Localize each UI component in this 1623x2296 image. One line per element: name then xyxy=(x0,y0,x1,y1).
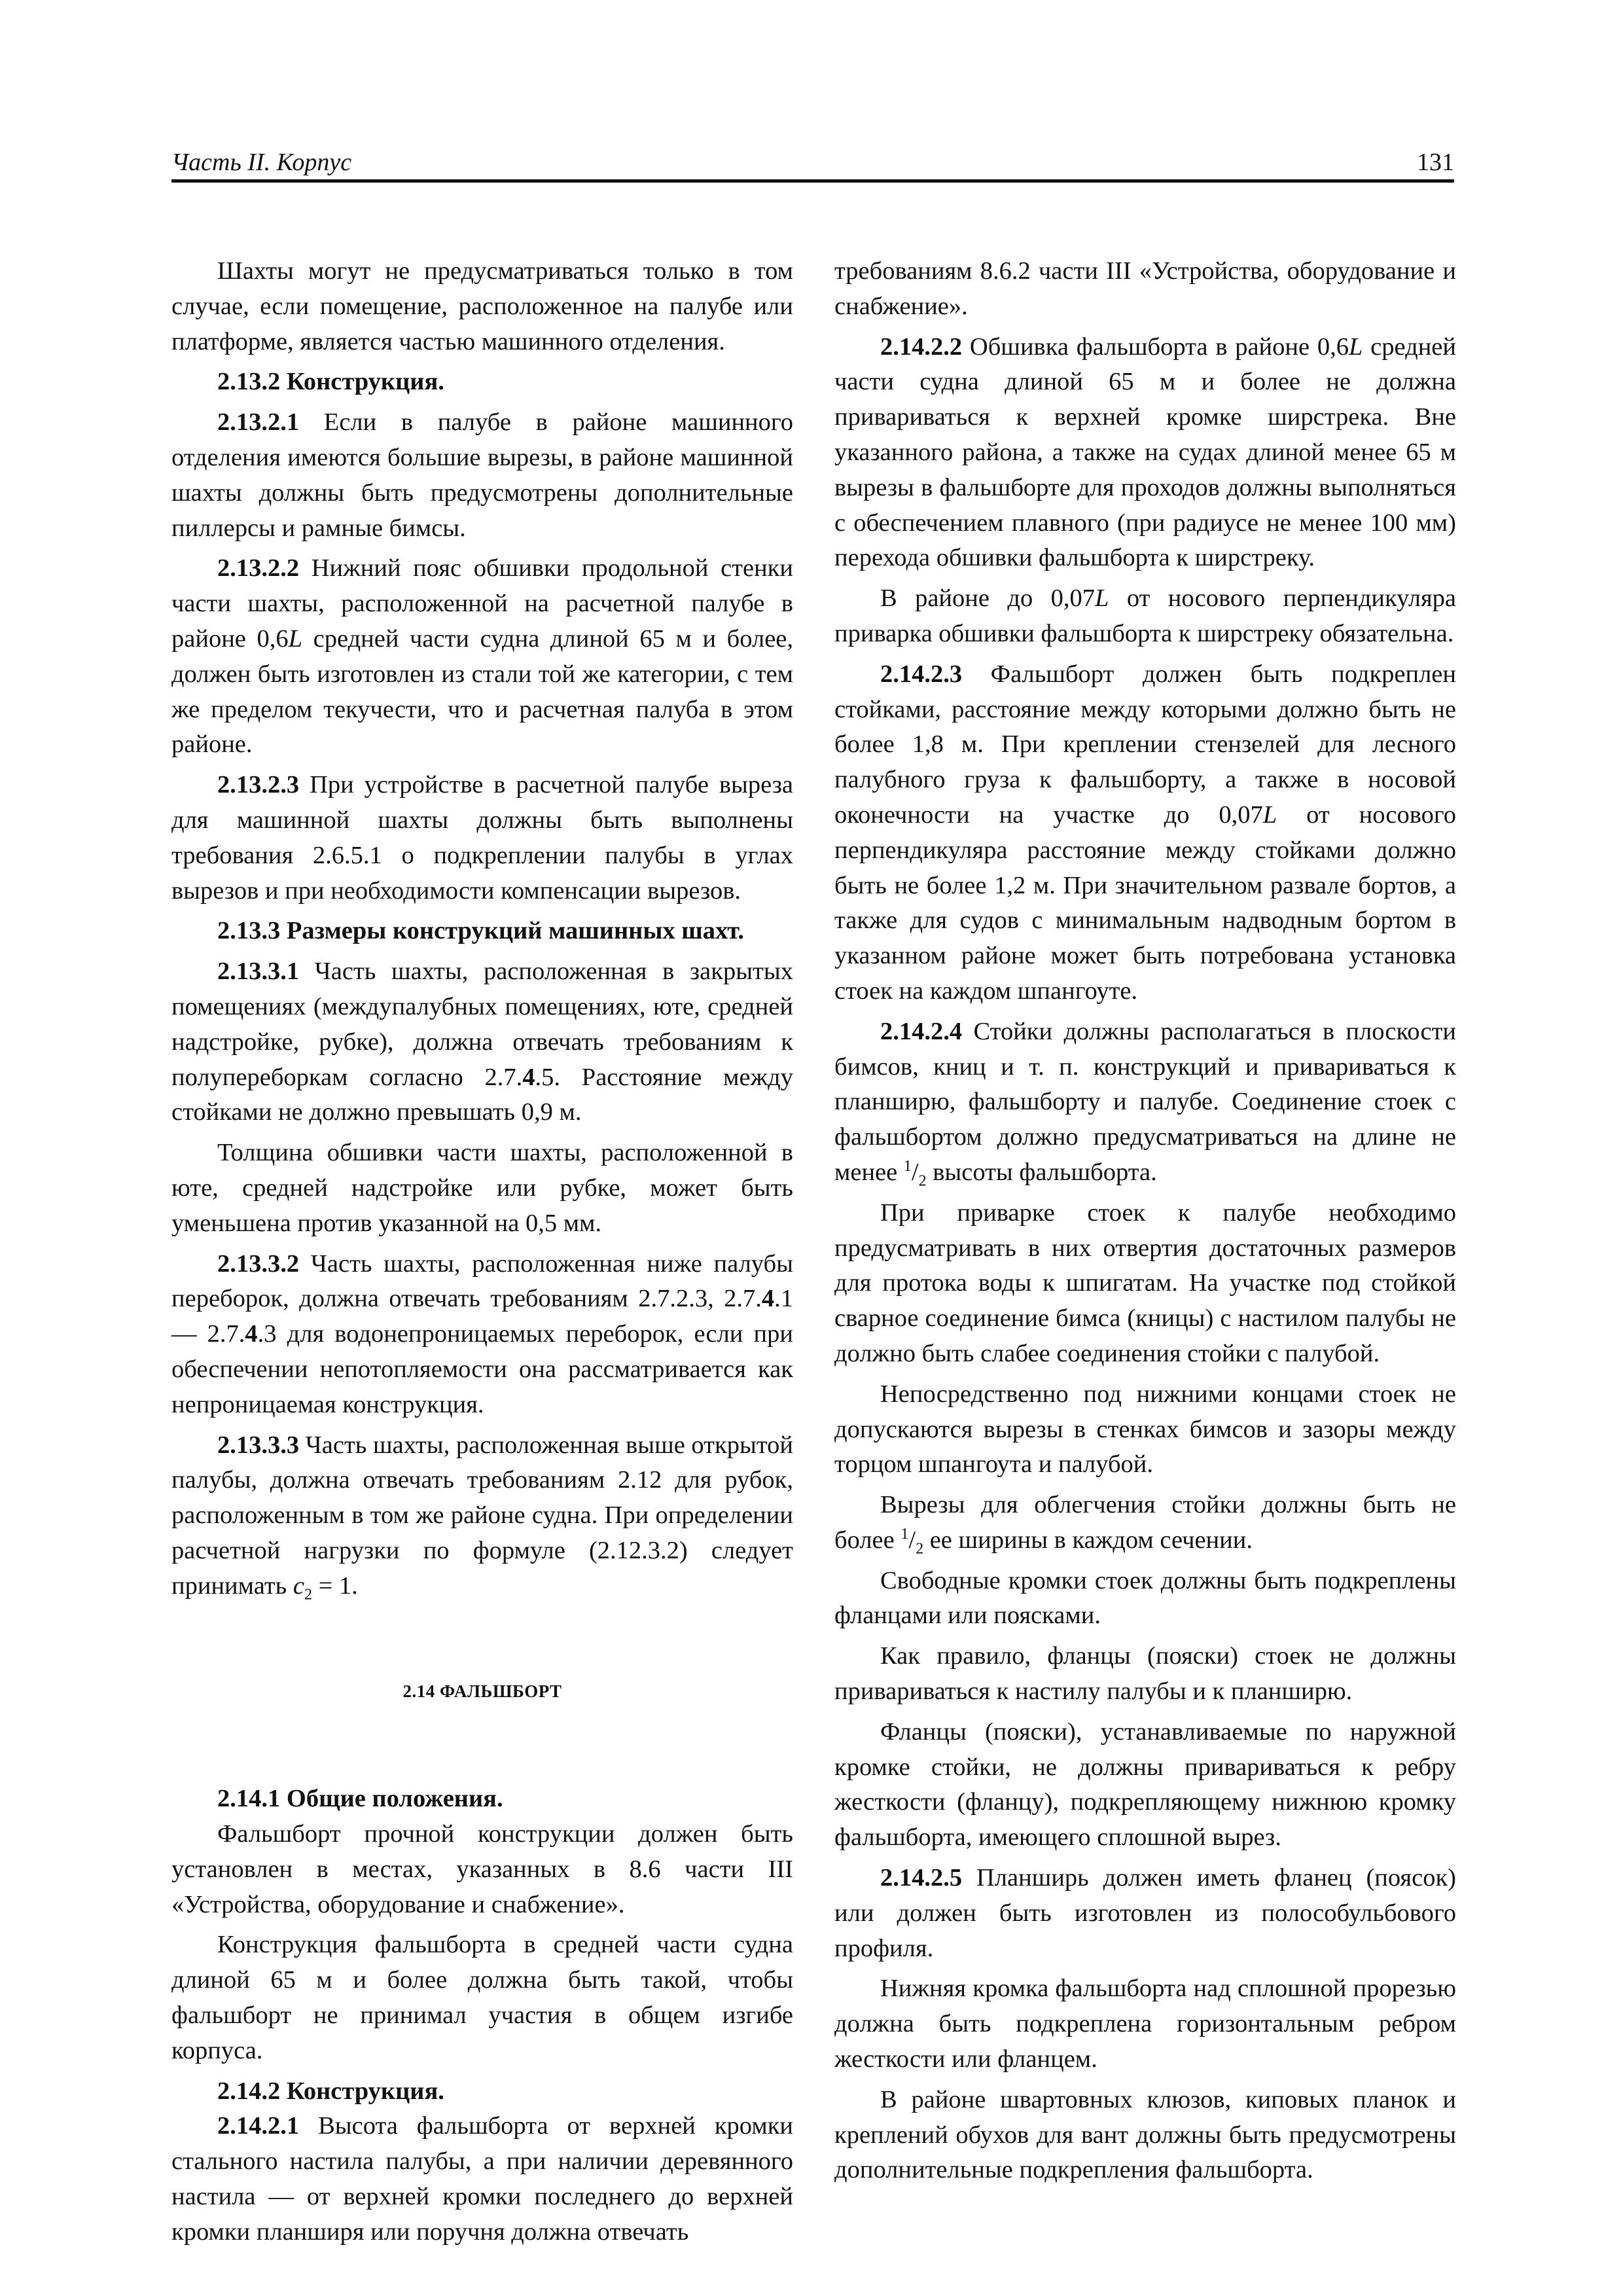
subsection-heading: 2.13.3 Размеры конструкций машинных шахт. xyxy=(217,917,744,945)
clause-2-13-3-3: 2.13.3.3 Часть шахты, расположенная выше открытой палубы, должна отвечать требованиям 2.12 для рубок, расположенным в том же районе судна. При определении расчетной нагрузки по формуле (2.12.3.2) следует принимать $c_2 = 1$. xyxy=(171,1431,793,1604)
page-header xyxy=(171,143,1454,183)
clause-2-14-2-3: 2.14.2.3 Фальшборт должен быть подкреплен стойками, расстояние между которыми должно быть не более 1,8 м. При креплении стензелей для лесного палубного груза к фальшборту, а также в носовой оконечности на участке до 0,07L от носового перпендикуляра расстояние между стойками должно быть не более 1,2 м. При значительном развале бортов, а также для судов с минимальным надводным бортом в указанном районе может быть потребована установка стоек на каждом шпангоуте. xyxy=(834,660,1456,1005)
clause-2-14-2-5: 2.14.2.5 Планширь должен иметь фланец (поясок) или должен быть изготовлен из полособульбового профиля. xyxy=(834,1864,1456,1962)
paragraph-continuation: требованиям 8.6.2 части III «Устройства, оборудование и снабжение». xyxy=(834,257,1456,320)
right-column xyxy=(834,254,1456,2188)
paragraph: Как правило, фланцы (пояски) стоек не должны привариваться к настилу палубы и к планширю. xyxy=(834,1642,1456,1706)
paragraph: Толщина обшивки части шахты, расположенной в юте, средней надстройке или рубке, может быть уменьшена против указанной на 0,5 мм. xyxy=(171,1139,793,1237)
page-number: 131 xyxy=(1417,149,1454,176)
subsection-heading: 2.14.1 Общие положения. xyxy=(217,1785,503,1813)
paragraph: Конструкция фальшборта в средней части судна длиной 65 м и более должна быть такой, чтобы фальшборт не принимал участия в общем изгибе корпуса. xyxy=(171,1931,793,2064)
paragraph: Вырезы для облегчения стойки должны быть не более $^1/_2$ ее ширины в каждом сечении. xyxy=(834,1491,1456,1558)
left-column xyxy=(171,254,793,2250)
paragraph: Шахты могут не предусматриваться только в том случае, если помещение, расположенное на палубе или платформе, является частью машинного отделения. xyxy=(171,257,793,355)
fraction-one-half: $^1/_2$ xyxy=(901,1526,924,1558)
subsection-heading: 2.14.2 Конструкция. xyxy=(217,2077,444,2105)
running-title: Часть II. Корпус xyxy=(171,149,352,176)
clause-2-14-2-4: 2.14.2.4 Стойки должны располагаться в плоскости бимсов, книц и т. п. конструкций и привариваться к планширю, фальшборту и палубе. Соединение стоек с фальшбортом должно предусматриваться на длине не менее $^1/_2$ высоты фальшборта. xyxy=(834,1017,1456,1190)
paragraph: Фланцы (пояски), устанавливаемые по наружной кромке стойки, не должны привариваться к ребру жесткости (фланцу), подкрепляющему нижнюю кромку фальшборта, имеющего сплошной вырез. xyxy=(834,1717,1456,1852)
paragraph: Нижняя кромка фальшборта над сплошной прорезью должна быть подкреплена горизонтальным ребром жесткости или фланцем. xyxy=(834,1975,1456,2073)
clause-2-13-2-3: 2.13.2.3 При устройстве в расчетной палубе выреза для машинной шахты должны быть выполнены требования 2.6.5.1 о подкреплении палубы в углах вырезов и при необходимости компенсации вырезов. xyxy=(171,771,793,905)
section-title: 2.14 ФАЛЬШБОРТ xyxy=(402,1681,562,1702)
clause-2-13-3-1: 2.13.3.1 Часть шахты, расположенная в закрытых помещениях (междупалубных помещениях, юте, средней надстройке, рубке), должна отвечать требованиям к полупереборкам согласно 2.7.4.5. Расстояние между стойками не должно превышать 0,9 м. xyxy=(171,958,794,1126)
clause-2-13-2-1: 2.13.2.1 Если в палубе в районе машинного отделения имеются большие вырезы, в районе машинной шахты должны быть предусмотрены дополнительные пиллерсы и рамные бимсы. xyxy=(171,408,793,542)
clause-2-14-2-2: 2.14.2.2 Обшивка фальшборта в районе 0,6L средней части судна длиной 65 м и более не должна привариваться к верхней кромке ширстрека. Вне указанного района, а также на судах длиной менее 65 м вырезы в фальшборте для проходов должны выполняться с обеспечением плавного (при радиусе не менее 100 мм) перехода обшивки фальшборта к ширстреку. xyxy=(834,332,1456,572)
paragraph: В районе швартовных клюзов, киповых планок и креплений обухов для вант должны быть предусмотрены дополнительные подкрепления фальшборта. xyxy=(834,2085,1456,2184)
paragraph: В районе до 0,07L от носового перпендикуляра приварка обшивки фальшборта к ширстреку обязательна. xyxy=(834,584,1457,647)
paragraph: Непосредственно под нижними концами стоек не допускаются вырезы в стенках бимсов и зазоры между торцом шпангоута и палубой. xyxy=(834,1380,1456,1479)
subsection-heading: 2.13.2 Конструкция. xyxy=(217,368,444,396)
paragraph: Фальшборт прочной конструкции должен быть установлен в местах, указанных в 8.6 части III «Устройства, оборудование и снабжение». xyxy=(171,1820,793,1918)
clause-2-13-2-2: 2.13.2.2 Нижний пояс обшивки продольной стенки части шахты, расположенной на расчетной палубе в районе 0,6L средней части судна длиной 65 м и более, должен быть изготовлен из стали той же категории, с тем же пределом текучести, что и расчетная палуба в этом районе. xyxy=(171,554,793,759)
fraction-one-half: $^1/_2$ xyxy=(903,1158,927,1190)
clause-2-14-2-1: 2.14.2.1 Высота фальшборта от верхней кромки стального настила палубы, а при наличии деревянного настила — от верхней кромки последнего до верхней кромки планширя или поручня должна отвечать xyxy=(171,2112,793,2246)
clause-2-13-3-2: 2.13.3.2 Часть шахты, расположенная ниже палубы переборок, должна отвечать требованиям 2.7.2.3, 2.7.4.1 — 2.7.4.3 для водонепроницаемых переборок, если при обеспечении непотопляемости она рассматривается как непроницаемая конструкция. xyxy=(171,1249,793,1418)
paragraph: При приварке стоек к палубе необходимо предусматривать в них отвертия достаточных размеров для протока воды к шпигатам. На участке под стойкой сварное соединение бимса (кницы) с настилом палубы не должно быть слабее соединения стойки с палубой. xyxy=(834,1198,1456,1367)
paragraph: Свободные кромки стоек должны быть подкреплены фланцами или поясками. xyxy=(834,1566,1456,1630)
